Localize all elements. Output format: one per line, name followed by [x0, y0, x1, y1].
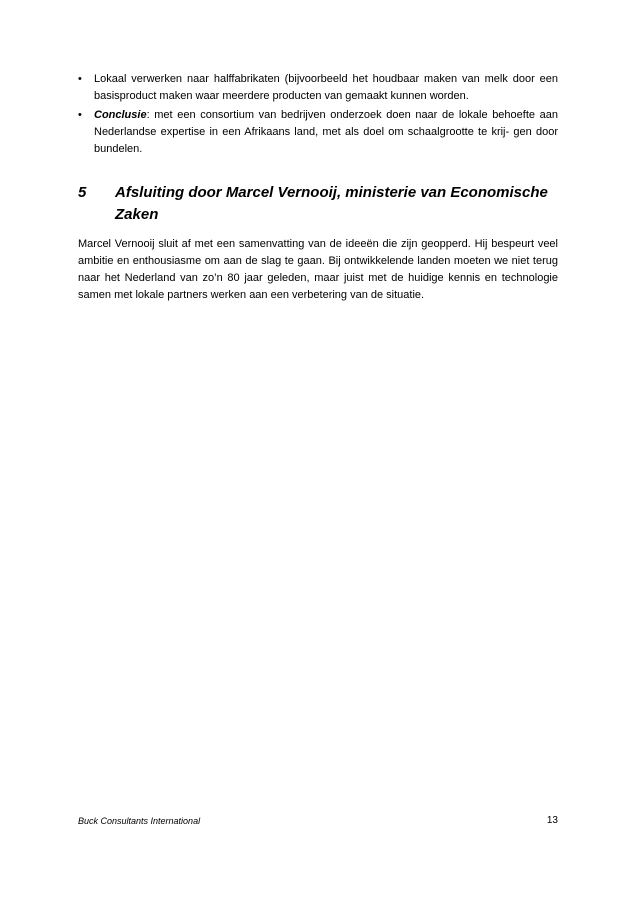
body-paragraph: Marcel Vernooij sluit af met een samenvatting van de ideeën die zijn geopperd. Hij bespeurt veel ambitie en enthousiasme om aan de slag te gaan. Bij ontwikkelende landen moeten we niet terug naar het Nederland van zo’n 80 jaar geleden, maar juist met de huidige kennis en technologie samen met lokale partners werken aan een verbetering van de situatie.: [78, 238, 558, 301]
bullet-icon: •: [78, 73, 82, 85]
bullet-term: Conclusie: [94, 109, 147, 121]
section-number: 5: [78, 184, 87, 201]
bullet-text: : met een consortium van bedrijven onderzoek doen naar de lokale behoefte aan Nederlandse expertise in een Afrikaans land, met als doel om schaalgrootte te krij- gen door bundelen.: [94, 109, 558, 155]
bullet-icon: •: [78, 109, 82, 121]
bullet-list: [78, 71, 558, 160]
section-title: Afsluiting door Marcel Vernooij, ministerie van Economische Zaken: [115, 184, 548, 223]
page-number: 13: [546, 815, 558, 826]
footer-company: Buck Consultants International: [78, 816, 201, 826]
bullet-item-processing: [78, 71, 558, 105]
bullet-item-conclusion: [78, 107, 558, 158]
bullet-text: Lokaal verwerken naar halffabrikaten (bijvoorbeeld het houdbaar maken van melk door een basisproduct maken waar meerdere producten van gemaakt kunnen worden.: [94, 73, 558, 102]
section-heading: [78, 182, 558, 226]
